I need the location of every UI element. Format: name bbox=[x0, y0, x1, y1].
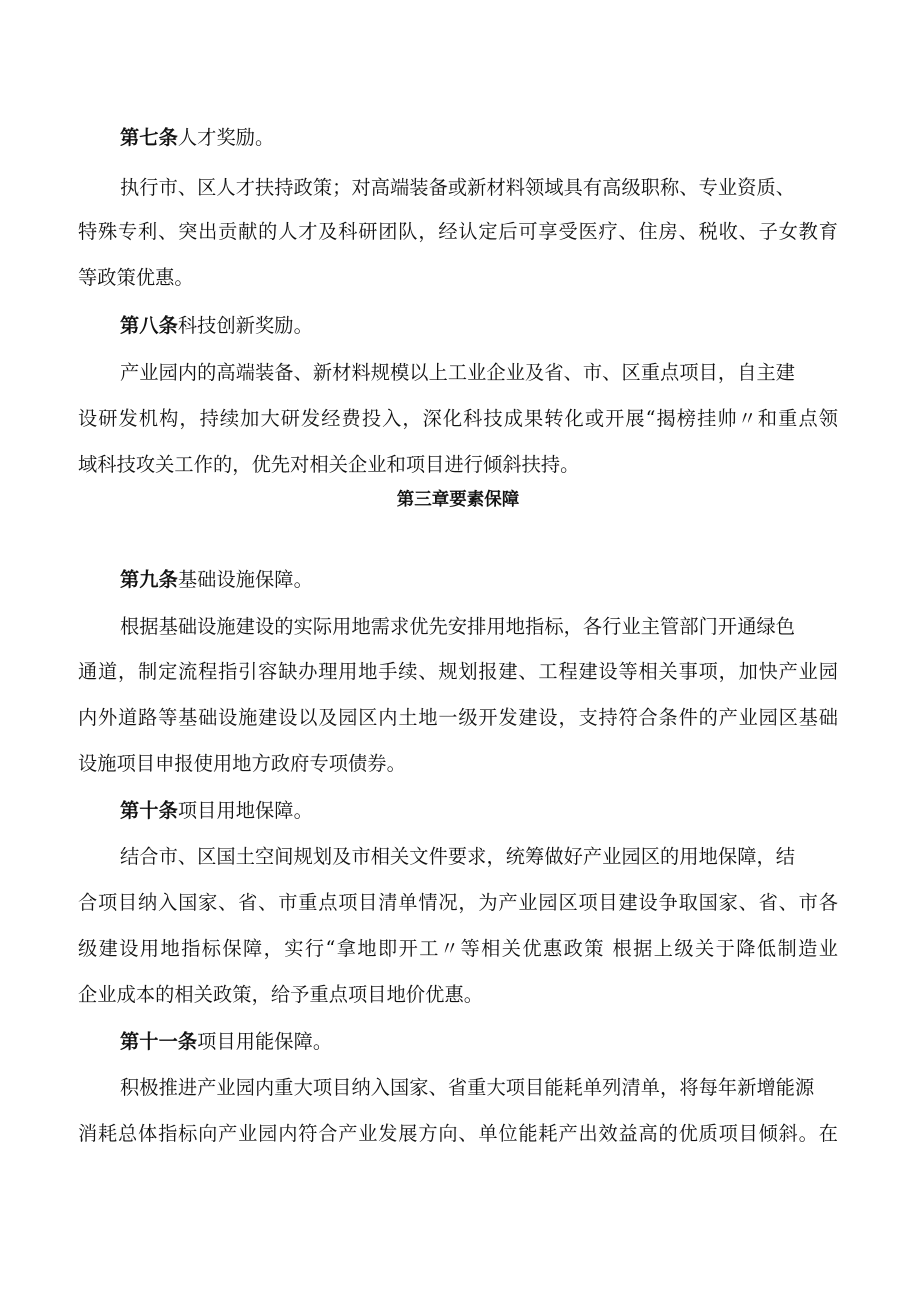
article-7-line-2: 特殊专利、突出贡献的人才及科研团队，经认定后可享受医疗、住房、税收、子女教育 bbox=[78, 220, 838, 243]
article-7-title: 人才奖励。 bbox=[177, 126, 275, 149]
article-8-line-3: 域科技攻关工作的，优先对相关企业和项目进行倾斜扶持。 bbox=[78, 453, 580, 476]
article-7-line-3: 等政策优惠。 bbox=[78, 266, 194, 289]
article-7-line-1: 执行市、区人才扶持政策；对高端装备或新材料领域具有高级职称、专业资质、 bbox=[120, 176, 796, 199]
article-11-line-2: 消耗总体指标向产业园内符合产业发展方向、单位能耗产出效益高的优质项目倾斜。在 bbox=[78, 1122, 838, 1145]
article-7-heading bbox=[120, 126, 274, 150]
article-10-line-1: 结合市、区国土空间规划及市相关文件要求，统筹做好产业园区的用地保障，结 bbox=[120, 845, 796, 868]
article-8-title: 科技创新奖励。 bbox=[177, 314, 313, 337]
article-10-label: 第十条 bbox=[120, 799, 178, 822]
article-11-heading bbox=[120, 1030, 332, 1054]
article-10-line-4: 企业成本的相关政策，给予重点项目地价优惠。 bbox=[78, 983, 484, 1006]
article-10-title: 项目用地保障。 bbox=[177, 799, 313, 822]
article-9-line-4: 设施项目申报使用地方政府专项债券。 bbox=[78, 752, 406, 775]
article-11-line-1: 积极推进产业园内重大项目纳入国家、省重大项目能耗单列清单，将每年新增能源 bbox=[120, 1076, 815, 1099]
article-8-line-2: 设研发机构，持续加大研发经费投入，深化科技成果转化或开展“揭榜挂帅〃和重点领 bbox=[78, 407, 838, 430]
article-9-line-3: 内外道路等基础设施建设以及园区内土地一级开发建设，支持符合条件的产业园区基础 bbox=[78, 706, 838, 729]
article-8-line-1: 产业园内的高端装备、新材料规模以上工业企业及省、市、区重点项目，自主建 bbox=[120, 361, 796, 384]
article-10-line-2: 合项目纳入国家、省、市重点项目清单情况，为产业园区项目建设争取国家、省、市各 bbox=[78, 891, 838, 914]
chapter-3-title: 第三章要素保障 bbox=[396, 490, 520, 510]
article-9-heading bbox=[120, 568, 313, 592]
article-11-title: 项目用能保障。 bbox=[197, 1030, 333, 1053]
article-9-title: 基础设施保障。 bbox=[177, 568, 313, 591]
article-10-line-3: 级建设用地指标保障，实行“拿地即开工〃等相关优惠政策 根据上级关于降低制造业 bbox=[78, 937, 838, 960]
article-9-line-2: 通道，制定流程指引容缺办理用地手续、规划报建、工程建设等相关事项，加快产业园 bbox=[78, 660, 838, 683]
article-8-label: 第八条 bbox=[120, 314, 178, 337]
article-7-label: 第七条 bbox=[120, 126, 178, 149]
article-9-label: 第九条 bbox=[120, 568, 178, 591]
article-9-line-1: 根据基础设施建设的实际用地需求优先安排用地指标，各行业主管部门开通绿色 bbox=[120, 615, 796, 638]
article-8-heading bbox=[120, 314, 313, 338]
article-10-heading bbox=[120, 799, 313, 823]
article-11-label: 第十一条 bbox=[120, 1030, 198, 1053]
